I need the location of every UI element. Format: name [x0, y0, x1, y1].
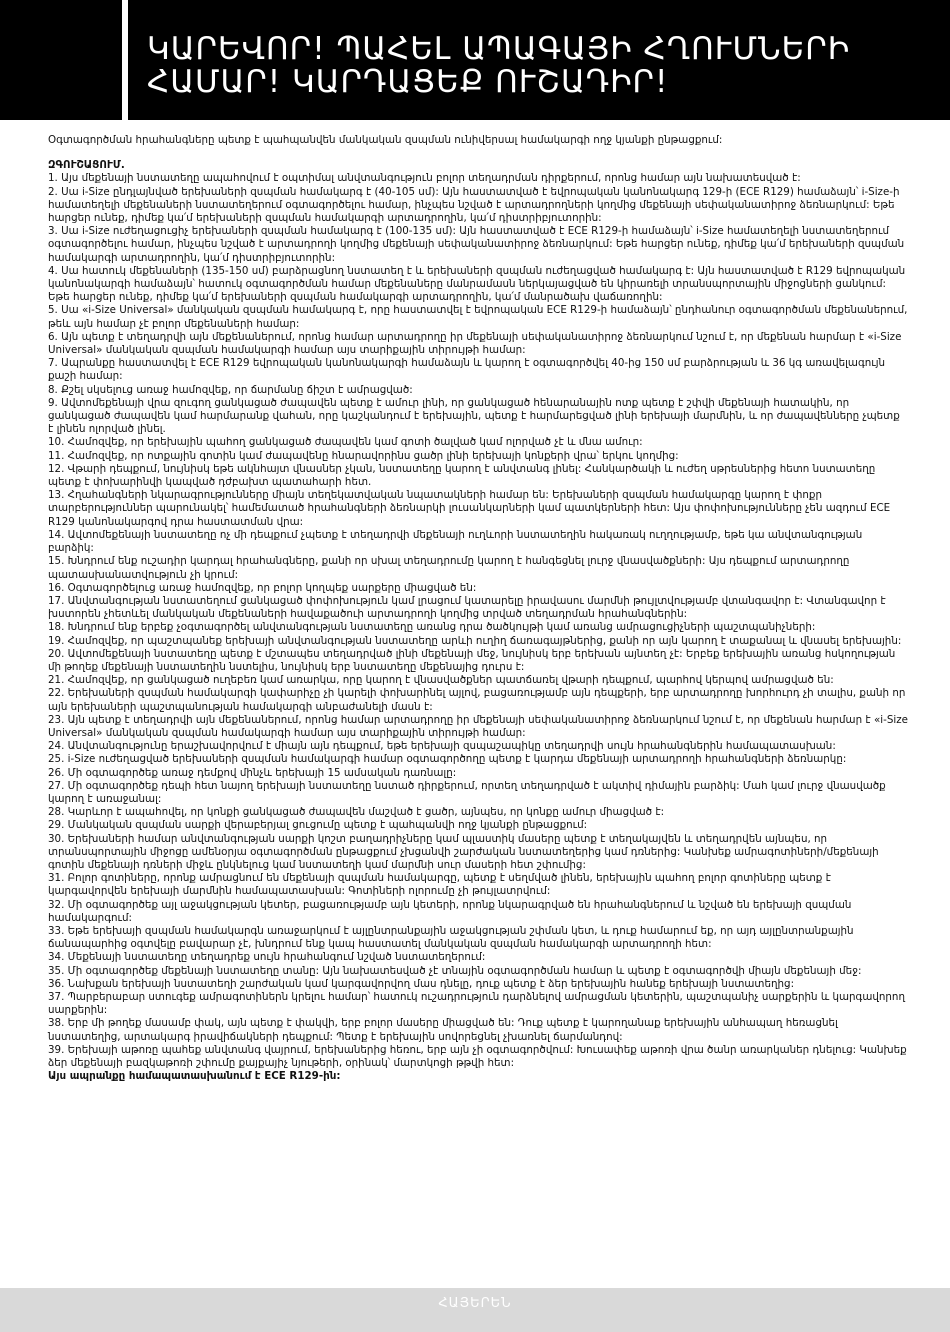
rule-item: 12. Վթարի դեպքում, նույնիսկ եթե ակնհայտ վնասներ չկան, նստատեղը կարող է անվտանգ լինել: Հանկարծակի և ուժեղ սթրեսներից հետո նստատեղը պետք է փոխարինվի կապված դժբախտ պատահարի հետ. [48, 462, 876, 489]
rule-item: 19. Համոզվեք, որ պաշտպանեք երեխայի անվտանգության նստատեղը արևի ուղիղ ճառագայթներից, քանի որ այն կարող է տաքանալ և վնասել երեխային: [48, 634, 902, 647]
rule-item: 33. Եթե երեխայի զսպման համակարգն առաջարկում է այլընտրանքային աջակցության շփման կետ, և դուք համարում եք, որ այդ այլընտրանքային ճանապարհից օգտվելը բավարար չէ, խնդրում ենք կապ հաստատել մանկական զսպման համակարգի արտադրողի հետ: [48, 924, 854, 951]
rule-item: 31. Բոլոր գոտիները, որոնք ամրացնում են մեքենայի զսպման համակարգը, պետք է սեղմված լինեն, երեխային պահող բոլոր գոտիները պետք է կարգավորվեն երեխայի մարմնին համապատասխան: Գոտիների ոլորումը չի թույլատրվում: [48, 872, 831, 898]
rule-item: 15. Խնդրում ենք ուշադիր կարդալ հրահանգները, քանի որ սխալ տեղադրումը կարող է հանգեցնել լուրջ վնասվածքների: Այս դեպքում արտադրողը պատասխանատվություն չի կրում: [48, 555, 850, 581]
instructions-body [48, 134, 908, 1083]
rule-item: 11. Համոզվեք, որ ոտքային գոտին կամ ժապավենը հնարավորինս ցածր լինի երեխայի կոնքերի վրա՝ երկու կողմից: [48, 449, 679, 462]
language-label: ՀԱՅԵՐԵՆ [438, 1296, 512, 1311]
rule-item: 6. Այն պետք է տեղադրվի այն մեքենաներում, որոնց համար արտադրողը իր մեքենայի սեփականատիրոջ ձեռնարկում նշում է, որ մեքենան հարմար է «i-Size Universal» մանկական զսպման համակարգի համար այս տարիքային տիրույթի համար: [48, 330, 902, 357]
rule-item: 21. Համոզվեք, որ ցանկացած ուղեբեռ կամ առարկա, որը կարող է վնասվածքներ պատճառել վթարի դեպքում, պարհով կերպով ամրացված են: [48, 674, 834, 687]
rule-item: 30. Երեխաների համար անվտանգության սարքի կոշտ բաղադրիչները կամ պլաստիկ մասերը պետք է տեղակայվեն և տեղադրվեն այնպես, որ տրանսպորտային միջոցը ամենօրյա օգտագործման ընթացքում չխցանվի շարժական նստատեղերից կամ դռներից: Կանխեք ամրագոտիների/մեքենայի գոտին մեքենայի դռների միջև ընկնելուց կամ նստատեղի կամ մարմնի սուր մասերի հետ շփումից: [48, 832, 879, 871]
rule-item: 26. Մի օգտագործեք առաջ դեմքով մինչև երեխայի 15 ամսական դառնալը: [48, 766, 457, 779]
rule-item: 2. Սա i-Size ընդլայնված երեխաների զսպման համակարգ է (40-105 սմ): Այն հաստատված է եվրոպական կանոնակարգ 129-ի (ECE R129) համաձայն՝ i-Size-ի համատեղելի մեքենաների նստատեղերում օգտագործելու համար, ինչպես նշված է արտադրողների կողմից մեքենայի սեփականատիրոջ ձեռնարկում: Եթե հարցեր ունեք, դիմեք կա՛մ երեխաների զսպման համակարգի արտադրողին, կա՛մ դիստրիբյուտորին: [48, 185, 900, 225]
rule-item: 3. Սա i-Size ուժեղացուցիչ երեխաների զսպման համակարգ է (100-135 սմ): Այն հաստատված է ECE R129-ի համաձայն՝ i-Size համատեղելի նստատեղերում օգտագործելու համար, ինչպես նշված է արտադրողի կողմից մեքենայի սեփականատիրոջ ձեռնարկում: Եթե հարցեր ունեք, դիմեք կա՛մ երեխաների զսպման համակարգի արտադրողին, կա՛մ դիստրիբյուտորին: [48, 225, 905, 264]
rule-item: 23. Այն պետք է տեղադրվի այն մեքենաներում, որոնց համար արտադրողը իր մեքենայի սեփականատիրոջ ձեռնարկում նշում է, որ մեքենան հարմար է «i-Size Universal» մանկական զսպման համակարգի համար այս տարիքային տիրույթի համար: [48, 713, 908, 739]
rule-item: 39. Երեխայի աթոռը պահեք անվտանգ վայրում, երեխաներից հեռու, երբ այն չի օգտագործվում: Խուսափեք աթոռի վրա ծանր առարկաներ դնելուց: Կանխեք ձեր մեքենայի բազկաթոռի շփումը քայքայիչ նյութերի, օրինակ՝ մարտկոցի թթվի հետ: [48, 1043, 907, 1070]
rule-item: 8. Քշել սկսելուց առաջ համոզվեք, որ ճարմանը ճիշտ է ամրացված: [48, 383, 413, 396]
rule-item: 14. Ավտոմեքենայի նստատեղը ոչ մի դեպքում չպետք է տեղադրվի մեքենայի ուղևորի նստատեղին հակառակ ուղղությամբ, եթե կա անվտանգության բարձիկ: [48, 528, 863, 555]
rule-item: 36. Նախքան երեխայի նստատեղի շարժական կամ կարգավորվող մաս դնելը, դուք պետք է ձեր երեխային հանեք երեխայի նստատեղից: [48, 977, 795, 990]
rule-item: 22. Երեխաների զսպման համակարգի կափարիչը չի կարելի փոխարինել այլով, բացառությամբ այն դեպքերի, երբ արտադրողը խորհուրդ չի տալիս, քանի որ այն երեխաների պաշտպանության համակարգի անբաժանելի մասն է: [48, 687, 906, 713]
compliance-statement: Այս ապրանքը համապատասխանում է ECE R129-ին: [48, 1070, 341, 1083]
rule-item: 1. Այս մեքենայի նստատեղը ապահովում է օպտիմալ անվտանգություն բոլոր տեղադրման դիրքերում, որոնց համար այն նախատեսված է: [48, 172, 801, 185]
rule-item: 32. Մի օգտագործեք այլ աջակցության կետեր, բացառությամբ այն կետերի, որոնք նկարագրված են հրահանգներում և նշված են երեխայի զսպման համակարգում: [48, 898, 852, 924]
rules-list [48, 172, 908, 1070]
rule-item: 4. Սա հատուկ մեքենաների (135-150 սմ) բարձրացնող նստատեղ է և երեխաների զսպման ուժեղացված համակարգ է: Այն հաստատված է R129 եվրոպական կանոնակարգի համաձայն՝ հատուկ օգտագործման համար մեքենաները մանրամասն ներկայացված են կիրառելի տրանսպորտային միջոցների ցանկում: Եթե հարցեր ունեք, դիմեք կա՛մ երեխաների զսպման համակարգի արտադրողին, կա՛մ մանրածախ վաճառողին: [48, 264, 906, 304]
rule-item: 34. Մեքենայի նստատեղը տեղադրեք սույն հրահանգում նշված նստատեղերում: [48, 951, 486, 964]
rule-item: 17. Անվտանգության նստատեղում ցանկացած փոփոխություն կամ լրացում կատարելը իրավասու մարմնի թույլտվությամբ վտանգավոր է: Վտանգավոր է խստորեն չհետևել մանկական մեքենաների հավաքածուի արտադրողի կողմից տրված տեղադրման հրահանգներին: [48, 594, 886, 621]
rule-item: 18. Խնդրում ենք երբեք չօգտագործել անվտանգության նստատեղը առանց դրա ծածկույթի կամ առանց ամրացուցիչների պաշտպանիչների: [48, 621, 816, 634]
rule-item: 29. Մանկական զսպման սարքի վերաբերյալ ցուցումը պետք է պահպանվի ողջ կյանքի ընթացքում: [48, 819, 588, 832]
rule-item: 10. Համոզվեք, որ երեխային պահող ցանկացած ժապավեն կամ գոտի ծալված կամ ոլորված չէ և մնա ամուր: [48, 436, 643, 449]
rule-item: 20. Ավտոմեքենայի նստատեղը պետք է մշտապես տեղադրված լինի մեքենայի մեջ, նույնիսկ երբ երեխան այնտեղ չէ: Երբեք երեխային առանց հսկողության մի թողեք մեքենայի նստատեղին նստելիս, նույնիսկ երբ նստատեղը մեքենայից դուրս է: [48, 647, 896, 673]
rule-item: 38. Երբ մի թողեք մասամբ փակ, այն պետք է փակվի, երբ բոլոր մասերը միացված են: Դուք պետք է կարողանաք երեխային անհապաղ հեռացնել նստատեղից, արտակարգ իրավիճակների դեպքում: Պետք է երեխային սովորեցնել չխառնել ճարմանդով: [48, 1017, 838, 1043]
rule-item: 25. i-Size ուժեղացված երեխաների զսպման համակարգի համար օգտագործողը պետք է կարդա մեքենայի արտադրողի հրահանգների ձեռնարկը: [48, 753, 847, 766]
rule-item: 35. Մի օգտագործեք մեքենայի նստատեղը տանը: Այն նախատեսված չէ տնային օգտագործման համար և պետք է օգտագործվի միայն մեքենայի մեջ: [48, 964, 862, 977]
rule-item: 5. Սա «i-Size Universal» մանկական զսպման համակարգ է, որը հաստատվել է եվրոպական ECE R129-ի համաձայն՝ ընդհանուր օգտագործման մեքենաներում, թեև այն համար չէ բոլոր մեքենաների համար: [48, 304, 908, 330]
warning-heading: ԶԳՈՒՇԱՑՈՒՄ. [48, 159, 125, 172]
page-title: ԿԱՐԵՎՈՐ! ՊԱՀԵԼ ԱՊԱԳԱՅԻ ՀՂՈՒՄՆԵՐԻ ՀԱՄԱՐ! ԿԱՐԴԱՑԵՔ ՈՒՇԱԴԻՐ! [147, 31, 851, 100]
header-divider [122, 0, 128, 120]
rule-item: 28. Կարևոր է ապահովել, որ կոնքի ցանկացած ժապավեն մաշված է ցածր, այնպես, որ կոնքը ամուր միացված է: [48, 806, 665, 819]
rule-item: 16. Օգտագործելուց առաջ համոզվեք, որ բոլոր կողպեք սարքերը միացված են: [48, 581, 477, 594]
rule-item: 13. Հղահանգների նկարագրությունները միայն տեղեկատվական նպատակների համար են: Երեխաների զսպման համակարգը կարող է փոքր տարբերություններ պարունակել՝ համեմատած հրահանգների ձեռնարկի լուսանկարների կամ պատկերների հետ: Այս փոփոխությունները չեն ազդում ECE R129 կանոնակարգով դրա հաստատման վրա: [48, 489, 891, 528]
rule-item: 37. Պարբերաբար ստուգեք ամրագոտիներն կրելու համար՝ հատուկ ուշադրություն դարձնելով ամրացման կետերին, պաշտպանիչ սարքերին և կարգավորող սարքերին: [48, 991, 905, 1017]
rule-item: 7. Ապրանքը հաստատվել է ECE R129 եվրոպական կանոնակարգի համաձայն և կարող է օգտագործվել 40-ից 150 սմ բարձրության և 36 կգ առավելագույն քաշի համար: [48, 357, 886, 383]
rule-item: 24. Անվտանգությունը երաշխավորվում է միայն այն դեպքում, եթե երեխայի զսպաշապիկը տեղադրվի սույն հրահանգներին համապատասխան: [48, 740, 836, 753]
rule-item: 27. Մի օգտագործեք դեպի հետ նայող երեխայի նստատեղը նստած դիրքերում, որտեղ տեղադրված է ակտիվ դիմային բարձիկ: Մահ կամ լուրջ վնասվածք կարող է առաջանալ: [48, 779, 886, 805]
header-notch [0, 0, 126, 120]
intro-paragraph: Օգտագործման հրահանգները պետք է պահպանվեն մանկական զսպման ունիվերսալ համակարգի ողջ կյանքի ընթացքում: [48, 134, 723, 146]
rule-item: 9. Ավտոմեքենայի վրա զուգող ցանկացած ժապավեն պետք է ամուր լինի, որ ցանկացած հենարանային ոտք պետք է շփվի մեքենայի հատակին, որ ցանկացած ժապավեն կամ հարմարանք վահան, որը կաշկանդում է երեխային, պետք է հարմարեցված լինի երեխայի մարմնին, և որ ժապավենները չպետք է լինեն ոլորված լինել. [48, 396, 900, 436]
